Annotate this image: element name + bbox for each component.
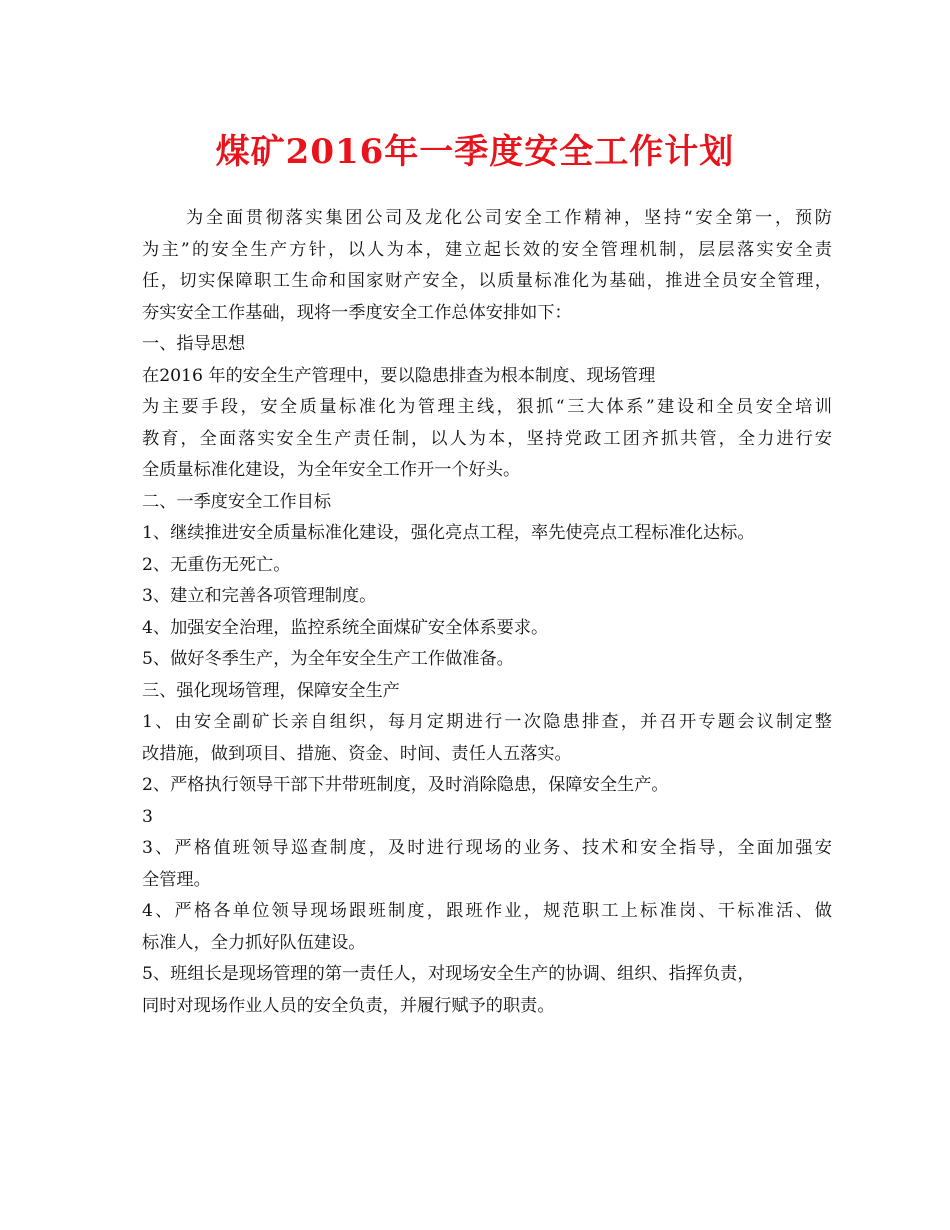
list-item: 3、严格值班领导巡查制度，及时进行现场的业务、技术和安全指导，全面加强安 [142,838,832,858]
paragraph-line: 全质量标准化建设，为全年安全工作开一个好头。 [142,460,521,480]
list-item: 5、班组长是现场管理的第一责任人，对现场安全生产的协调、组织、指挥负责， [142,964,755,984]
document-title: 煤矿2016年一季度安全工作计划 [215,132,735,172]
section-heading: 一、指导思想 [142,334,246,354]
paragraph-line: 任，切实保障职工生命和国家财产安全，以质量标准化为基础，推进全员安全管理， [142,271,832,291]
list-item: 1、由安全副矿长亲自组织，每月定期进行一次隐患排查，并召开专题会议制定整 [142,712,832,732]
paragraph-line: 为全面贯彻落实集团公司及龙化公司安全工作精神，坚持“安全第一，预防 [186,208,832,228]
list-item-continuation: 改措施，做到项目、措施、资金、时间、责任人五落实。 [142,743,572,764]
section-heading: 三、强化现场管理，保障安全生产 [142,680,400,701]
list-item: 2、无重伤无死亡。 [142,554,291,575]
list-item-continuation: 全管理。 [142,869,211,890]
paragraph-line: 教育，全面落实安全生产责任制，以人为本，坚持党政工团齐抓共管，全力进行安 [142,428,832,449]
list-item: 4、严格各单位领导现场跟班制度，跟班作业，规范职工上标准岗、干标准活、做 [142,901,832,921]
list-item-continuation: 同时对现场作业人员的安全负责，并履行赋予的职责。 [142,995,555,1016]
paragraph-line: 在2016 年的安全生产管理中，要以隐患排查为根本制度、现场管理 [142,365,656,386]
paragraph-line: 为主要手段，安全质量标准化为管理主线，狠抓“三大体系”建设和全员安全培训 [142,397,832,417]
document-body [142,203,832,1022]
paragraph-line: 为主”的安全生产方针，以人为本，建立起长效的安全管理机制，层层落实安全责 [142,239,832,260]
section-heading: 二、一季度安全工作目标 [142,491,332,512]
paragraph-line: 夯实安全工作基础，现将一季度安全工作总体安排如下： [142,302,572,323]
stray-number: 3 [142,806,153,827]
list-item: 2、严格执行领导干部下井带班制度，及时消除隐患，保障安全生产。 [142,775,669,795]
list-item: 5、做好冬季生产，为全年安全生产工作做准备。 [142,649,514,669]
list-item: 1、继续推进安全质量标准化建设，强化亮点工程，率先使亮点工程标准化达标。 [142,523,755,543]
list-item: 3、建立和完善各项管理制度。 [142,586,377,606]
list-item-continuation: 标准人，全力抓好队伍建设。 [142,932,366,953]
list-item: 4、加强安全治理，监控系统全面煤矿安全体系要求。 [142,617,549,638]
